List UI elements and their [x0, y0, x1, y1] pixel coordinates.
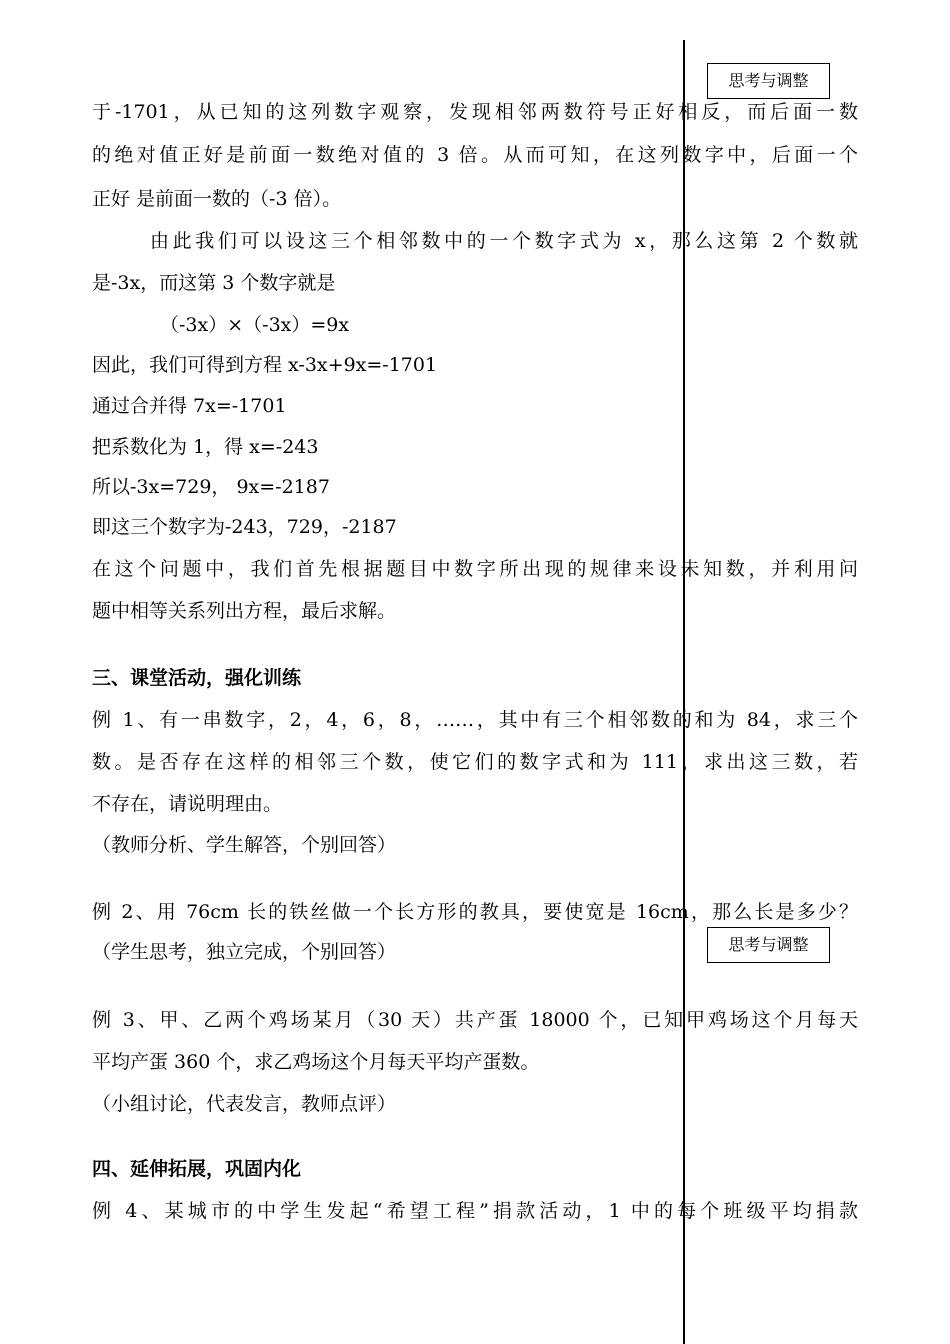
example-line: 数。是否存在这样的相邻三个数，使它们的数字式和为 111，求出这三数，若	[92, 751, 858, 773]
activity-note: （教师分析、学生解答，个别回答）	[92, 834, 397, 856]
example-line: 例 1、有一串数字，2，4，6，8，……，其中有三个相邻数的和为 84，求三个	[92, 709, 858, 731]
text-line: 是-3x，而这第 3 个数字就是	[92, 272, 336, 294]
side-note-box: 思考与调整	[707, 63, 830, 99]
text-line: 在这个问题中，我们首先根据题目中数字所出现的规律来设未知数，并利用问	[92, 558, 858, 580]
text-line: 即这三个数字为-243，729，-2187	[92, 516, 397, 538]
example-line: 不存在，请说明理由。	[92, 793, 283, 815]
text-line: 于-1701，从已知的这列数字观察，发现相邻两数符号正好相反，而后面一数	[92, 101, 858, 123]
text-line: 因此，我们可得到方程 x-3x+9x=-1701	[92, 354, 438, 376]
activity-note: （小组讨论，代表发言，教师点评）	[92, 1093, 397, 1115]
text-line: 所以-3x=729， 9x=-2187	[92, 476, 330, 498]
text-line: 题中相等关系列出方程，最后求解。	[92, 600, 397, 622]
text-line: 把系数化为 1，得 x=-243	[92, 436, 319, 458]
example-line: 例 3、甲、乙两个鸡场某月（30 天）共产蛋 18000 个，已知甲鸡场这个月每天	[92, 1009, 858, 1031]
example-line: 例 4、某城市的中学生发起“希望工程”捐款活动，1 中的每个班级平均捐款	[92, 1200, 858, 1222]
text-line: 通过合并得 7x=-1701	[92, 395, 287, 417]
text-line: 正好 是前面一数的（-3 倍）。	[92, 188, 342, 210]
activity-note: （学生思考，独立完成，个别回答）	[92, 941, 397, 963]
side-note-box: 思考与调整	[707, 927, 830, 963]
text-line: 的绝对值正好是前面一数绝对值的 3 倍。从而可知，在这列数字中，后面一个	[92, 144, 858, 166]
section-heading: 四、延伸拓展，巩固内化	[92, 1158, 302, 1180]
example-line: 例 2、用 76cm 长的铁丝做一个长方形的教具，要使宽是 16cm，那么长是多少？	[92, 901, 858, 923]
section-heading: 三、课堂活动，强化训练	[92, 667, 302, 689]
equation-line: （-3x）×（-3x）=9x	[160, 314, 350, 336]
example-line: 平均产蛋 360 个，求乙鸡场这个月每天平均产蛋数。	[92, 1051, 540, 1073]
text-line: 由此我们可以设这三个相邻数中的一个数字式为 x，那么这第 2 个数就	[150, 230, 858, 252]
